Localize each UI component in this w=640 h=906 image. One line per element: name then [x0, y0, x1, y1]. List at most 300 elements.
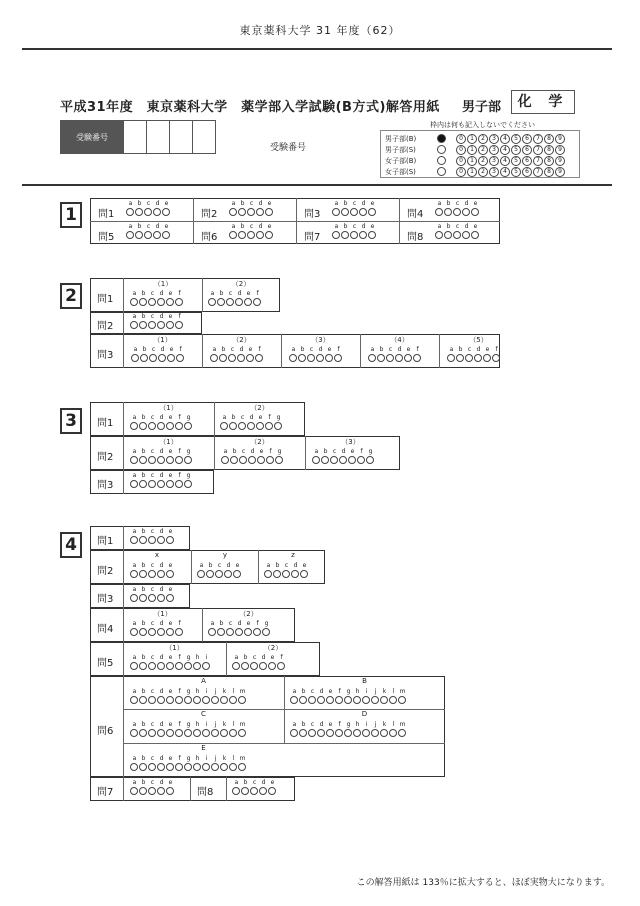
answer-bubble[interactable] [148, 662, 156, 670]
answer-bubble[interactable] [344, 696, 352, 704]
digit-bubble[interactable]: 0 [456, 167, 466, 177]
answer-bubble[interactable] [386, 354, 394, 362]
answer-bubble[interactable] [341, 208, 349, 216]
digit-bubble[interactable]: 1 [467, 145, 477, 155]
answer-bubble[interactable] [298, 354, 306, 362]
answer-bubble[interactable] [350, 231, 358, 239]
answer-bubble[interactable] [238, 231, 246, 239]
answer-bubble[interactable] [238, 729, 246, 737]
digit-bubble[interactable]: 3 [489, 156, 499, 166]
answer-bubble[interactable] [184, 422, 192, 430]
answer-bubble[interactable] [255, 354, 263, 362]
answer-bubble[interactable] [193, 729, 201, 737]
answer-bubble[interactable] [273, 570, 281, 578]
answer-bubble[interactable] [398, 696, 406, 704]
answer-bubble[interactable] [130, 628, 138, 636]
answer-bubble[interactable] [265, 208, 273, 216]
answer-bubble[interactable] [175, 298, 183, 306]
answer-bubble[interactable] [453, 231, 461, 239]
answer-bubble[interactable] [166, 321, 174, 329]
answer-bubble[interactable] [166, 787, 174, 795]
digit-bubble[interactable]: 4 [500, 156, 510, 166]
answer-bubble[interactable] [253, 628, 261, 636]
answer-bubble[interactable] [211, 763, 219, 771]
answer-bubble[interactable] [139, 422, 147, 430]
answer-bubble[interactable] [389, 696, 397, 704]
answer-bubble[interactable] [126, 231, 134, 239]
answer-bubble[interactable] [250, 662, 258, 670]
answer-bubble[interactable] [325, 354, 333, 362]
answer-bubble[interactable] [184, 456, 192, 464]
digit-bubble[interactable]: 2 [478, 134, 488, 144]
answer-bubble[interactable] [471, 208, 479, 216]
selector-mark-bubble[interactable] [437, 156, 446, 165]
answer-bubble[interactable] [332, 231, 340, 239]
answer-bubble[interactable] [157, 696, 165, 704]
answer-bubble[interactable] [166, 536, 174, 544]
answer-bubble[interactable] [130, 480, 138, 488]
answer-bubble[interactable] [184, 763, 192, 771]
answer-bubble[interactable] [244, 298, 252, 306]
answer-bubble[interactable] [235, 298, 243, 306]
answer-bubble[interactable] [246, 354, 254, 362]
answer-bubble[interactable] [238, 696, 246, 704]
answer-bubble[interactable] [224, 570, 232, 578]
answer-bubble[interactable] [130, 570, 138, 578]
answer-bubble[interactable] [250, 787, 258, 795]
answer-bubble[interactable] [211, 696, 219, 704]
answer-bubble[interactable] [247, 208, 255, 216]
answer-bubble[interactable] [229, 763, 237, 771]
answer-bubble[interactable] [202, 662, 210, 670]
answer-bubble[interactable] [256, 208, 264, 216]
digit-bubble[interactable]: 0 [456, 156, 466, 166]
answer-bubble[interactable] [289, 354, 297, 362]
answer-bubble[interactable] [268, 787, 276, 795]
answer-bubble[interactable] [235, 628, 243, 636]
answer-bubble[interactable] [371, 729, 379, 737]
answer-bubble[interactable] [158, 354, 166, 362]
answer-bubble[interactable] [256, 231, 264, 239]
answer-bubble[interactable] [247, 231, 255, 239]
answer-bubble[interactable] [326, 729, 334, 737]
digit-bubble[interactable]: 6 [522, 134, 532, 144]
digit-bubble[interactable]: 8 [544, 145, 554, 155]
digit-bubble[interactable]: 8 [544, 134, 554, 144]
answer-bubble[interactable] [339, 456, 347, 464]
answer-bubble[interactable] [265, 231, 273, 239]
answer-bubble[interactable] [166, 594, 174, 602]
answer-bubble[interactable] [157, 628, 165, 636]
answer-bubble[interactable] [239, 456, 247, 464]
answer-bubble[interactable] [175, 763, 183, 771]
answer-bubble[interactable] [193, 696, 201, 704]
digit-bubble[interactable]: 9 [555, 145, 565, 155]
answer-bubble[interactable] [368, 231, 376, 239]
answer-bubble[interactable] [157, 763, 165, 771]
answer-bubble[interactable] [193, 662, 201, 670]
answer-bubble[interactable] [148, 729, 156, 737]
answer-bubble[interactable] [226, 298, 234, 306]
answer-bubble[interactable] [219, 354, 227, 362]
answer-bubble[interactable] [184, 662, 192, 670]
answer-bubble[interactable] [175, 662, 183, 670]
digit-bubble[interactable]: 0 [456, 145, 466, 155]
answer-bubble[interactable] [130, 696, 138, 704]
digit-bubble[interactable]: 9 [555, 134, 565, 144]
digit-bubble[interactable]: 8 [544, 167, 554, 177]
answer-bubble[interactable] [175, 696, 183, 704]
answer-bubble[interactable] [226, 628, 234, 636]
answer-bubble[interactable] [144, 208, 152, 216]
answer-bubble[interactable] [404, 354, 412, 362]
answer-bubble[interactable] [157, 321, 165, 329]
answer-bubble[interactable] [241, 787, 249, 795]
answer-bubble[interactable] [148, 570, 156, 578]
answer-bubble[interactable] [130, 662, 138, 670]
answer-bubble[interactable] [238, 422, 246, 430]
answer-bubble[interactable] [332, 208, 340, 216]
answer-bubble[interactable] [308, 729, 316, 737]
answer-bubble[interactable] [148, 536, 156, 544]
answer-bubble[interactable] [135, 208, 143, 216]
answer-bubble[interactable] [197, 570, 205, 578]
answer-bubble[interactable] [139, 321, 147, 329]
answer-bubble[interactable] [202, 696, 210, 704]
answer-bubble[interactable] [471, 231, 479, 239]
answer-bubble[interactable] [474, 354, 482, 362]
answer-bubble[interactable] [148, 298, 156, 306]
answer-bubble[interactable] [357, 456, 365, 464]
exam-number-cell[interactable] [146, 121, 169, 153]
answer-bubble[interactable] [157, 787, 165, 795]
answer-bubble[interactable] [238, 763, 246, 771]
answer-bubble[interactable] [193, 763, 201, 771]
answer-bubble[interactable] [341, 231, 349, 239]
answer-bubble[interactable] [148, 422, 156, 430]
digit-bubble[interactable]: 3 [489, 145, 499, 155]
answer-bubble[interactable] [229, 729, 237, 737]
answer-bubble[interactable] [148, 480, 156, 488]
answer-bubble[interactable] [362, 729, 370, 737]
answer-bubble[interactable] [268, 662, 276, 670]
answer-bubble[interactable] [244, 628, 252, 636]
digit-bubble[interactable]: 4 [500, 167, 510, 177]
answer-bubble[interactable] [230, 456, 238, 464]
answer-bubble[interactable] [232, 787, 240, 795]
answer-bubble[interactable] [153, 208, 161, 216]
answer-bubble[interactable] [221, 456, 229, 464]
answer-bubble[interactable] [139, 729, 147, 737]
digit-bubble[interactable]: 2 [478, 156, 488, 166]
answer-bubble[interactable] [157, 456, 165, 464]
answer-bubble[interactable] [368, 354, 376, 362]
answer-bubble[interactable] [166, 696, 174, 704]
answer-bubble[interactable] [166, 662, 174, 670]
answer-bubble[interactable] [166, 763, 174, 771]
answer-bubble[interactable] [348, 456, 356, 464]
answer-bubble[interactable] [176, 354, 184, 362]
digit-bubble[interactable]: 1 [467, 167, 477, 177]
answer-bubble[interactable] [321, 456, 329, 464]
answer-bubble[interactable] [202, 729, 210, 737]
answer-bubble[interactable] [139, 594, 147, 602]
answer-bubble[interactable] [148, 696, 156, 704]
digit-bubble[interactable]: 7 [533, 167, 543, 177]
answer-bubble[interactable] [139, 787, 147, 795]
digit-bubble[interactable]: 8 [544, 156, 554, 166]
answer-bubble[interactable] [153, 231, 161, 239]
answer-bubble[interactable] [259, 662, 267, 670]
answer-bubble[interactable] [166, 729, 174, 737]
answer-bubble[interactable] [444, 231, 452, 239]
digit-bubble[interactable]: 3 [489, 167, 499, 177]
answer-bubble[interactable] [353, 696, 361, 704]
answer-bubble[interactable] [335, 729, 343, 737]
answer-bubble[interactable] [435, 208, 443, 216]
answer-bubble[interactable] [157, 594, 165, 602]
answer-bubble[interactable] [274, 422, 282, 430]
answer-bubble[interactable] [148, 594, 156, 602]
answer-bubble[interactable] [257, 456, 265, 464]
answer-bubble[interactable] [130, 456, 138, 464]
answer-bubble[interactable] [162, 231, 170, 239]
answer-bubble[interactable] [266, 456, 274, 464]
answer-bubble[interactable] [184, 480, 192, 488]
answer-bubble[interactable] [290, 729, 298, 737]
answer-bubble[interactable] [130, 536, 138, 544]
answer-bubble[interactable] [300, 570, 308, 578]
answer-bubble[interactable] [326, 696, 334, 704]
digit-bubble[interactable]: 9 [555, 156, 565, 166]
answer-bubble[interactable] [139, 298, 147, 306]
answer-bubble[interactable] [148, 763, 156, 771]
digit-bubble[interactable]: 5 [511, 145, 521, 155]
answer-bubble[interactable] [148, 787, 156, 795]
answer-bubble[interactable] [220, 422, 228, 430]
answer-bubble[interactable] [211, 729, 219, 737]
answer-bubble[interactable] [139, 662, 147, 670]
answer-bubble[interactable] [157, 536, 165, 544]
answer-bubble[interactable] [157, 298, 165, 306]
answer-bubble[interactable] [220, 763, 228, 771]
answer-bubble[interactable] [208, 298, 216, 306]
answer-bubble[interactable] [139, 536, 147, 544]
answer-bubble[interactable] [334, 354, 342, 362]
answer-bubble[interactable] [166, 422, 174, 430]
answer-bubble[interactable] [210, 354, 218, 362]
selector-mark-bubble[interactable] [437, 167, 446, 176]
answer-bubble[interactable] [237, 354, 245, 362]
digit-bubble[interactable]: 6 [522, 167, 532, 177]
answer-bubble[interactable] [148, 628, 156, 636]
answer-bubble[interactable] [175, 729, 183, 737]
answer-bubble[interactable] [167, 354, 175, 362]
answer-bubble[interactable] [330, 456, 338, 464]
exam-number-cell[interactable] [169, 121, 192, 153]
answer-bubble[interactable] [206, 570, 214, 578]
answer-bubble[interactable] [259, 787, 267, 795]
answer-bubble[interactable] [166, 456, 174, 464]
digit-bubble[interactable]: 7 [533, 145, 543, 155]
digit-bubble[interactable]: 7 [533, 134, 543, 144]
answer-bubble[interactable] [492, 354, 500, 362]
answer-bubble[interactable] [359, 231, 367, 239]
answer-bubble[interactable] [353, 729, 361, 737]
answer-bubble[interactable] [130, 422, 138, 430]
answer-bubble[interactable] [389, 729, 397, 737]
answer-bubble[interactable] [335, 696, 343, 704]
answer-bubble[interactable] [317, 696, 325, 704]
answer-bubble[interactable] [215, 570, 223, 578]
answer-bubble[interactable] [157, 570, 165, 578]
answer-bubble[interactable] [175, 456, 183, 464]
answer-bubble[interactable] [139, 480, 147, 488]
digit-bubble[interactable]: 1 [467, 156, 477, 166]
answer-bubble[interactable] [130, 321, 138, 329]
answer-bubble[interactable] [344, 729, 352, 737]
answer-bubble[interactable] [157, 422, 165, 430]
answer-bubble[interactable] [316, 354, 324, 362]
answer-bubble[interactable] [350, 208, 358, 216]
answer-bubble[interactable] [277, 662, 285, 670]
answer-bubble[interactable] [135, 231, 143, 239]
digit-bubble[interactable]: 0 [456, 134, 466, 144]
answer-bubble[interactable] [202, 763, 210, 771]
answer-bubble[interactable] [139, 763, 147, 771]
answer-bubble[interactable] [456, 354, 464, 362]
answer-bubble[interactable] [462, 208, 470, 216]
answer-bubble[interactable] [139, 570, 147, 578]
digit-bubble[interactable]: 2 [478, 145, 488, 155]
digit-bubble[interactable]: 5 [511, 156, 521, 166]
answer-bubble[interactable] [398, 729, 406, 737]
answer-bubble[interactable] [208, 628, 216, 636]
answer-bubble[interactable] [229, 422, 237, 430]
answer-bubble[interactable] [148, 321, 156, 329]
answer-bubble[interactable] [148, 456, 156, 464]
answer-bubble[interactable] [184, 729, 192, 737]
answer-bubble[interactable] [238, 208, 246, 216]
answer-bubble[interactable] [275, 456, 283, 464]
digit-bubble[interactable]: 3 [489, 134, 499, 144]
answer-bubble[interactable] [217, 298, 225, 306]
selector-mark-bubble[interactable] [437, 134, 446, 143]
answer-bubble[interactable] [291, 570, 299, 578]
answer-bubble[interactable] [366, 456, 374, 464]
answer-bubble[interactable] [144, 231, 152, 239]
answer-bubble[interactable] [453, 208, 461, 216]
answer-bubble[interactable] [166, 298, 174, 306]
digit-bubble[interactable]: 6 [522, 145, 532, 155]
answer-bubble[interactable] [380, 729, 388, 737]
digit-bubble[interactable]: 5 [511, 167, 521, 177]
digit-bubble[interactable]: 5 [511, 134, 521, 144]
answer-bubble[interactable] [247, 422, 255, 430]
answer-bubble[interactable] [130, 729, 138, 737]
answer-bubble[interactable] [157, 729, 165, 737]
answer-bubble[interactable] [162, 208, 170, 216]
answer-bubble[interactable] [220, 696, 228, 704]
answer-bubble[interactable] [139, 628, 147, 636]
answer-bubble[interactable] [435, 231, 443, 239]
answer-bubble[interactable] [299, 729, 307, 737]
answer-bubble[interactable] [371, 696, 379, 704]
answer-bubble[interactable] [229, 208, 237, 216]
answer-bubble[interactable] [175, 480, 183, 488]
answer-bubble[interactable] [184, 696, 192, 704]
exam-number-cell[interactable] [123, 121, 146, 153]
answer-bubble[interactable] [462, 231, 470, 239]
answer-bubble[interactable] [253, 298, 261, 306]
answer-bubble[interactable] [395, 354, 403, 362]
answer-bubble[interactable] [157, 662, 165, 670]
answer-bubble[interactable] [166, 480, 174, 488]
answer-bubble[interactable] [317, 729, 325, 737]
answer-bubble[interactable] [307, 354, 315, 362]
answer-bubble[interactable] [483, 354, 491, 362]
digit-bubble[interactable]: 1 [467, 134, 477, 144]
answer-bubble[interactable] [149, 354, 157, 362]
digit-bubble[interactable]: 7 [533, 156, 543, 166]
answer-bubble[interactable] [308, 696, 316, 704]
exam-number-cell[interactable] [192, 121, 215, 153]
answer-bubble[interactable] [139, 456, 147, 464]
answer-bubble[interactable] [290, 696, 298, 704]
answer-bubble[interactable] [413, 354, 421, 362]
answer-bubble[interactable] [248, 456, 256, 464]
answer-bubble[interactable] [282, 570, 290, 578]
answer-bubble[interactable] [229, 696, 237, 704]
digit-bubble[interactable]: 6 [522, 156, 532, 166]
answer-bubble[interactable] [217, 628, 225, 636]
answer-bubble[interactable] [130, 787, 138, 795]
answer-bubble[interactable] [220, 729, 228, 737]
answer-bubble[interactable] [140, 354, 148, 362]
answer-bubble[interactable] [241, 662, 249, 670]
answer-bubble[interactable] [233, 570, 241, 578]
answer-bubble[interactable] [228, 354, 236, 362]
answer-bubble[interactable] [447, 354, 455, 362]
answer-bubble[interactable] [130, 298, 138, 306]
answer-bubble[interactable] [377, 354, 385, 362]
answer-bubble[interactable] [265, 422, 273, 430]
digit-bubble[interactable]: 4 [500, 145, 510, 155]
answer-bubble[interactable] [130, 594, 138, 602]
answer-bubble[interactable] [229, 231, 237, 239]
answer-bubble[interactable] [166, 570, 174, 578]
answer-bubble[interactable] [312, 456, 320, 464]
answer-bubble[interactable] [131, 354, 139, 362]
answer-bubble[interactable] [139, 696, 147, 704]
answer-bubble[interactable] [256, 422, 264, 430]
digit-bubble[interactable]: 4 [500, 134, 510, 144]
digit-bubble[interactable]: 2 [478, 167, 488, 177]
answer-bubble[interactable] [444, 208, 452, 216]
answer-bubble[interactable] [264, 570, 272, 578]
digit-bubble[interactable]: 9 [555, 167, 565, 177]
answer-bubble[interactable] [262, 628, 270, 636]
answer-bubble[interactable] [465, 354, 473, 362]
answer-bubble[interactable] [368, 208, 376, 216]
answer-bubble[interactable] [232, 662, 240, 670]
answer-bubble[interactable] [359, 208, 367, 216]
answer-bubble[interactable] [380, 696, 388, 704]
answer-bubble[interactable] [126, 208, 134, 216]
selector-mark-bubble[interactable] [437, 145, 446, 154]
answer-bubble[interactable] [166, 628, 174, 636]
answer-bubble[interactable] [175, 628, 183, 636]
